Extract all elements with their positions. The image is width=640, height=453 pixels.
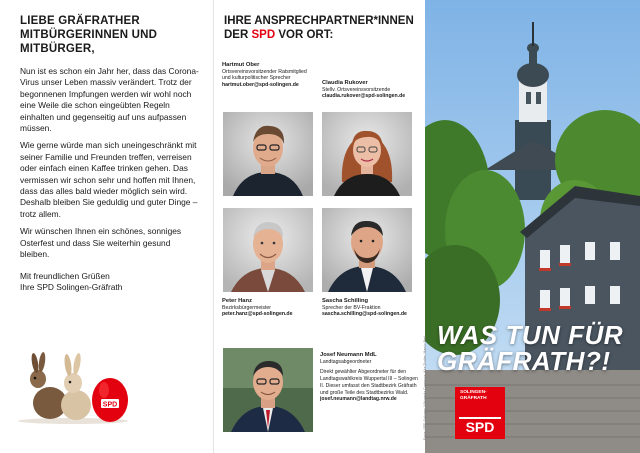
contact-email[interactable]: josef.neumann@landtag.nrw.de bbox=[320, 396, 397, 403]
paragraph-2: Wie gerne würde man sich uneingeschränkt mit seiner Familie und Freunden treffen, verreisen oder einfach einen Kaffee trinken gehen. Das vermissen wir schon sehr und hoffen mit Ihnen, dass das alles bald wieder möglich sein wird. Deshalb bleiben Sie geduldig und guter Dinge – trotz allem. bbox=[20, 140, 198, 219]
contact-sascha-schilling bbox=[322, 298, 420, 318]
contact-email[interactable]: sascha.schilling@spd-solingen.de bbox=[322, 311, 407, 318]
contacts-heading bbox=[224, 14, 415, 42]
paragraph-3: Wir wünschen Ihnen ein schönes, sonniges Osterfest und dass Sie weiterhin gesund bleiben. bbox=[20, 226, 182, 260]
contact-peter-hanz bbox=[222, 298, 318, 318]
contact-claudia-rukover bbox=[322, 80, 418, 100]
contact-description: Direkt gewählter Abgeordneter für den Landtagswahlkreis Wuppertal III – Solingen II. Dieser umfasst den Stadtbezirk Gräfrath und große Teile des Stadtbezirks Wald. bbox=[320, 368, 418, 396]
contact-name: Sascha Schilling bbox=[322, 298, 369, 304]
photo-josef-neumann bbox=[223, 348, 313, 432]
contact-name: Peter Hanz bbox=[222, 298, 252, 304]
cover-title-line-2: GRÄFRATH?! bbox=[437, 346, 611, 376]
closing bbox=[20, 271, 201, 294]
greeting-body bbox=[20, 66, 201, 261]
heading-spd: SPD bbox=[251, 29, 276, 41]
easter-bunnies-image bbox=[18, 345, 138, 425]
contact-email[interactable]: peter.hanz@spd-solingen.de bbox=[222, 311, 293, 318]
logo-subtitle bbox=[455, 387, 505, 402]
contact-name: Hartmut Ober bbox=[222, 62, 260, 68]
contacts-heading-line-1: IHRE ANSPRECHPARTNER*INNEN bbox=[224, 15, 414, 27]
heading-vor-ort: VOR ORT: bbox=[275, 29, 334, 41]
bunnies-illustration bbox=[18, 345, 138, 425]
logo-mark: SPD bbox=[459, 417, 501, 435]
cover-panel bbox=[425, 0, 640, 453]
contact-role: Sprecher der BV-Fraktion bbox=[322, 304, 381, 311]
contact-role: Bezirksbürgermeister bbox=[222, 304, 272, 311]
closing-line-1: Mit freundlichen Grüßen bbox=[20, 270, 110, 281]
contact-hartmut-ober bbox=[222, 62, 314, 88]
heading-der: DER bbox=[224, 29, 252, 41]
contact-role: Ortsvereinsvorsitzender Ratsmitglied und kulturpolitischer Sprecher bbox=[222, 68, 307, 82]
town-photo bbox=[425, 0, 640, 453]
contact-email[interactable]: hartmut.ober@spd-solingen.de bbox=[222, 81, 299, 88]
photo-claudia-rukover bbox=[322, 112, 412, 196]
photo-credit: Fotos: SPD-Solingen, Wikimedia Commons, Kira Zindler, Marvin Brel bbox=[423, 336, 427, 440]
contact-josef-neumann bbox=[320, 352, 420, 403]
photo-hartmut-ober bbox=[223, 112, 313, 196]
photo-sascha-schilling bbox=[322, 208, 412, 292]
paragraph-1: Nun ist es schon ein Jahr her, dass das Corona-Virus unser Leben massiv verändert. Trotz der begonnenen Impfungen werden wir wohl noch eine Weile die schon eingeübten Regeln einhalten und gegenseitig auf uns aufpassen müssen. bbox=[20, 66, 199, 134]
logo-sub-line-1: SOLINGEN- bbox=[460, 390, 487, 395]
egg-logo-text: SPD bbox=[102, 401, 118, 409]
contact-role: Stellv. Ortsvereinsvorsitzende bbox=[322, 86, 391, 93]
contacts-heading-line-2 bbox=[224, 28, 415, 42]
spd-logo bbox=[455, 387, 505, 439]
contact-email[interactable]: claudia.rukover@spd-solingen.de bbox=[322, 93, 406, 100]
cover-title-line-1: WAS TUN FÜR bbox=[437, 320, 624, 350]
cover-title bbox=[437, 322, 623, 374]
greeting-heading: LIEBE GRÄFRATHER MITBÜRGERINNEN UND MITBÜRGER, bbox=[20, 15, 158, 55]
closing-line-2: Ihre SPD Solingen-Gräfrath bbox=[20, 281, 123, 292]
contact-name: Claudia Rukover bbox=[322, 80, 368, 86]
contact-role: Landtagsabgeordneter bbox=[320, 358, 372, 365]
logo-sub-line-2: GRÄFRATH bbox=[460, 396, 487, 401]
contact-name: Josef Neumann MdL bbox=[320, 352, 377, 358]
photo-peter-hanz bbox=[223, 208, 313, 292]
